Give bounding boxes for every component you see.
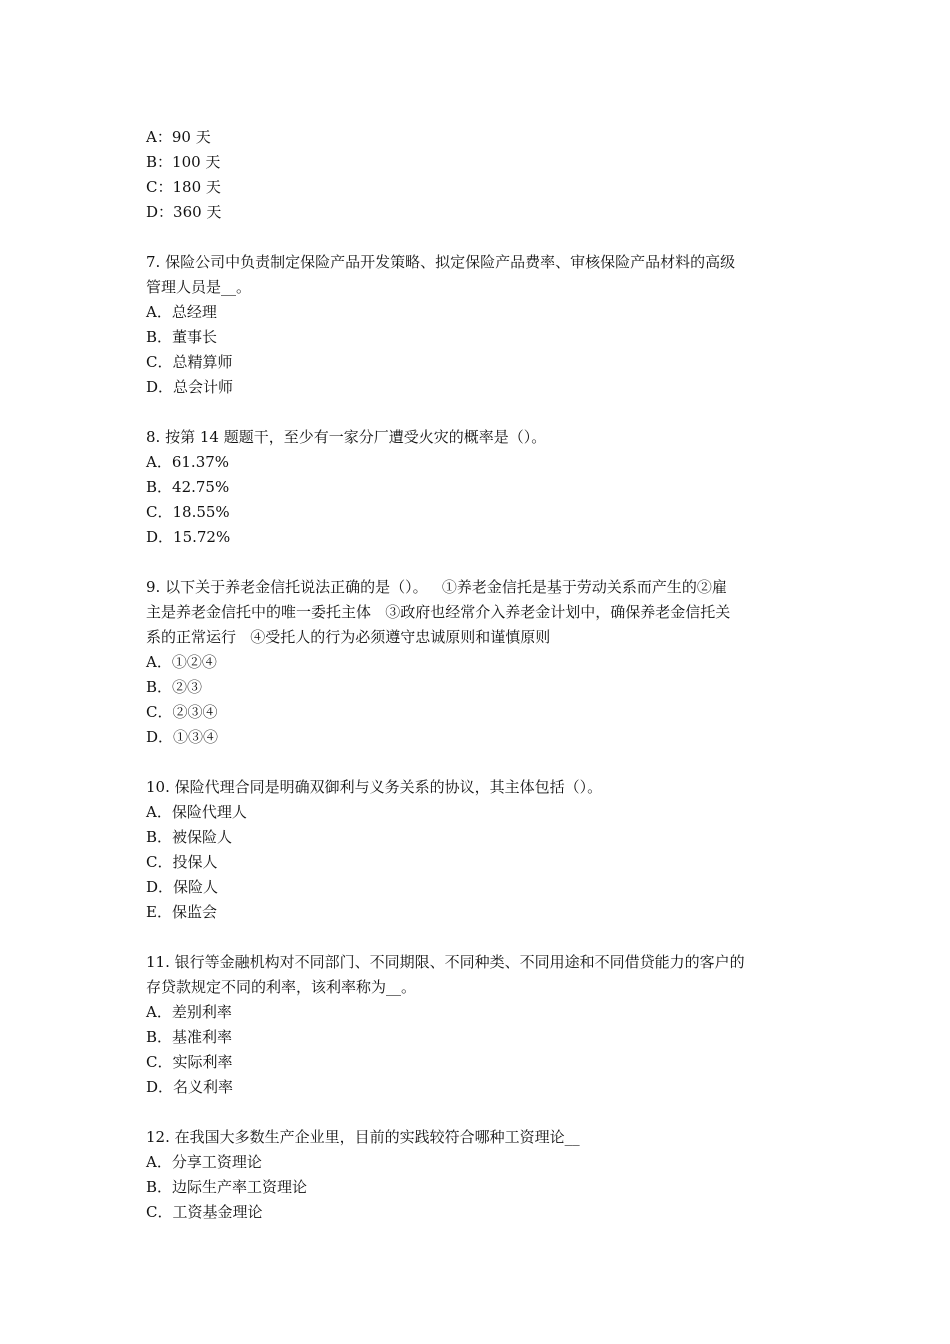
option-c: C．实际利率 [146,1053,233,1071]
option-a: A．分享工资理论 [146,1153,262,1171]
question-10 [146,775,816,925]
option-a: A．61.37% [146,453,230,471]
question-12 [146,1125,816,1225]
option-a: A：90 天 [146,128,211,146]
question-stem-line: 10. 保险代理合同是明确双御利与义务关系的协议，其主体包括（）。 [146,778,603,796]
question-stem-line: 12. 在我国大多数生产企业里，目前的实践较符合哪种工资理论__ [146,1128,580,1146]
option-e: E．保监会 [146,903,217,921]
document-page [146,125,816,1250]
option-a: A．差别利率 [146,1003,232,1021]
option-a: A．总经理 [146,303,217,321]
question-stem-line: 存贷款规定不同的利率，该利率称为__。 [146,978,417,996]
option-c: C．②③④ [146,703,218,721]
option-b: B．42.75% [146,478,230,496]
question-stem-line: 8. 按第 14 题题干，至少有一家分厂遭受火灾的概率是（）。 [146,428,547,446]
option-d: D．总会计师 [146,378,234,396]
option-b: B．被保险人 [146,828,233,846]
option-c: C．工资基金理论 [146,1203,263,1221]
question-stem-line: 7. 保险公司中负责制定保险产品开发策略、拟定保险产品费率、审核保险产品材料的高级 [146,253,736,271]
option-d: D．①③④ [146,728,219,746]
option-b: B．边际生产率工资理论 [146,1178,308,1196]
option-b: B．董事长 [146,328,218,346]
option-d: D．保险人 [146,878,219,896]
question-9 [146,575,816,750]
option-c: C．18.55% [146,503,230,521]
option-d: D：360 天 [146,203,222,221]
option-c: C．投保人 [146,853,218,871]
question-11 [146,950,816,1100]
question-stem-line: 系的正常运行 ④受托人的行为必须遵守忠诚原则和谨慎原则 [146,628,551,646]
option-d: D．15.72% [146,528,231,546]
question-stem-line: 管理人员是__。 [146,278,252,296]
option-c: C．总精算师 [146,353,233,371]
option-a: A．保险代理人 [146,803,247,821]
question-stem-line: 主是养老金信托中的唯一委托主体 ③政府也经常介入养老金计划中，确保养老金信托关 [146,603,731,621]
option-c: C：180 天 [146,178,221,196]
question-6-fragment [146,125,816,225]
question-stem-line: 11. 银行等金融机构对不同部门、不同期限、不同种类、不同用途和不同借贷能力的客户的 [146,953,745,971]
option-a: A．①②④ [146,653,217,671]
option-b: B．基准利率 [146,1028,233,1046]
option-b: B．②③ [146,678,203,696]
question-8 [146,425,816,550]
option-b: B：100 天 [146,153,221,171]
question-7 [146,250,816,400]
question-stem-line: 9. 以下关于养老金信托说法正确的是（）。 ①养老金信托是基于劳动关系而产生的②雇 [146,578,727,596]
option-d: D．名义利率 [146,1078,234,1096]
